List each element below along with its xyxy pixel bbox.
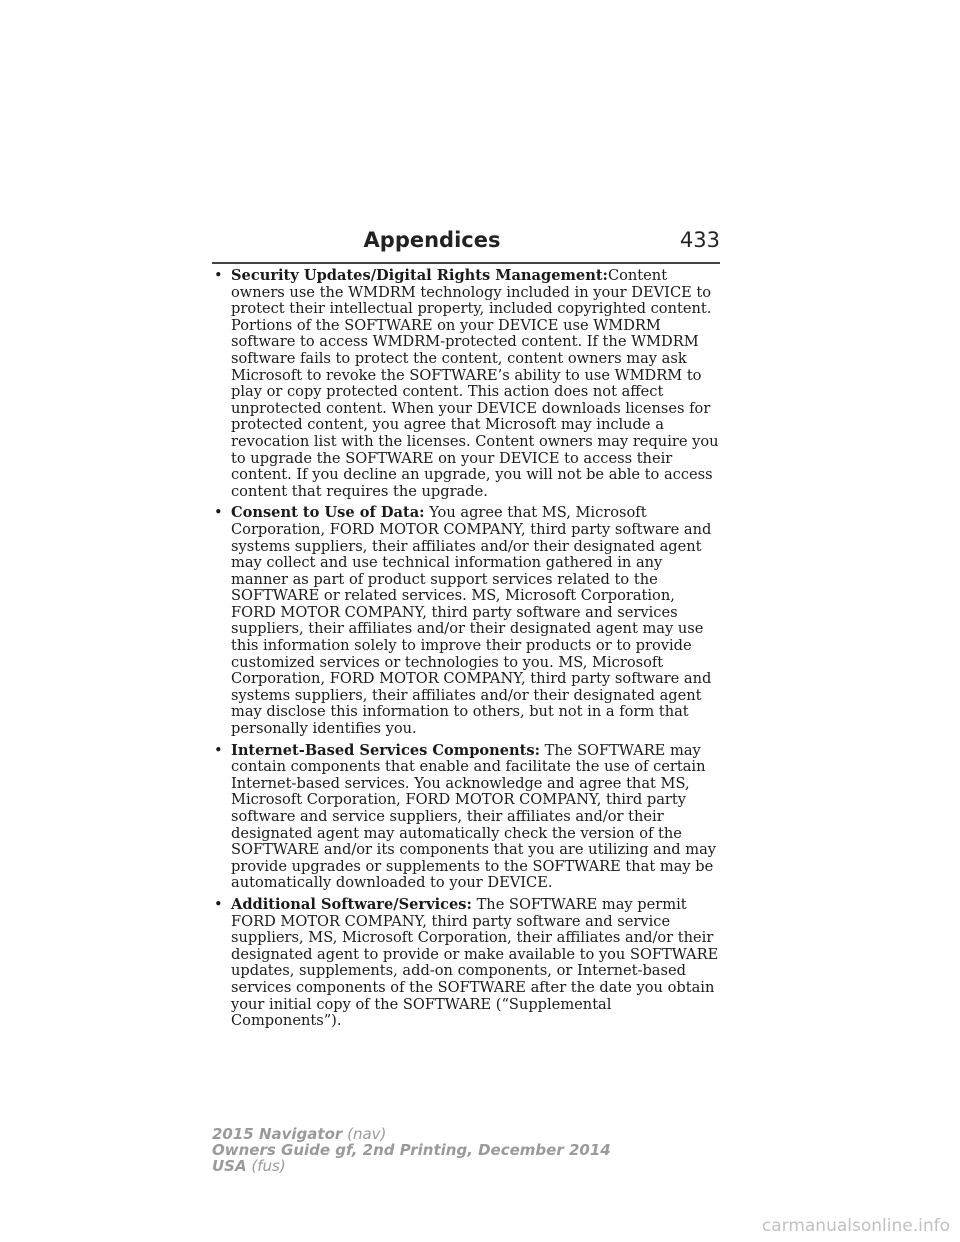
page-content [212, 268, 722, 1035]
page-number: 433 [679, 228, 720, 252]
list-item [212, 897, 722, 1030]
list-item-heading: Additional Software/Services: [231, 895, 472, 913]
footer-model: 2015 Navigator [212, 1125, 343, 1143]
header-divider [212, 262, 720, 264]
page-header [212, 228, 720, 262]
footer-line-model [212, 1126, 611, 1142]
list-item [212, 743, 722, 892]
bullet-icon: • [214, 504, 223, 522]
list-item-body: You agree that MS, Microsoft Corporation, FORD MOTOR COMPANY, third party software and systems suppliers, their affiliates and/or their designated agent may collect and use technical information gathered in any manner as part of product support services related to the SOFTWARE or related services. MS, Microsoft Corporation, FORD MOTOR COMPANY, third party software and services suppliers, their affiliates and/or their designated agent may use this information solely to improve their products or to provide customized services or technologies to you. MS, Microsoft Corporation, FORD MOTOR COMPANY, third party software and systems suppliers, their affiliates and/or their designated agent may disclose this information to others, but not in a form that personally identifies you. [231, 504, 712, 738]
list-item-heading: Consent to Use of Data: [231, 504, 425, 522]
footer-model-code: (nav) [347, 1125, 387, 1143]
list-item [212, 505, 722, 737]
list-item-heading: Security Updates/Digital Rights Management: [231, 267, 608, 284]
footer-line-market [212, 1158, 611, 1174]
section-title: Appendices [363, 228, 501, 252]
list-item-body: Content owners use the WMDRM technology included in your DEVICE to protect their intellectual property, included copyrighted content. Portions of the SOFTWARE on your DEVICE use WMDRM software to access WMDRM-protected content. If the WMDRM software fails to protect the content, content owners may ask Microsoft to revoke the SOFTWARE’s ability to use WMDRM to play or copy protected content. This action does not affect unprotected content. When your DEVICE downloads licenses for protected content, you agree that Microsoft may include a revocation list with the licenses. Content owners may require you to upgrade the SOFTWARE on your DEVICE to access their content. If you decline an upgrade, you will not be able to access content that requires the upgrade. [231, 267, 719, 500]
footer-market: USA [212, 1157, 247, 1175]
watermark: carmanualsonline.info [761, 1216, 950, 1236]
list-item-body: The SOFTWARE may permit FORD MOTOR COMPANY, third party software and service suppliers, MS, Microsoft Corporation, their affiliates and/or their designated agent to provide or make available to you SOFTWARE updates, supplements, add-on components, or Internet-based services components of the SOFTWARE after the date you obtain your initial copy of the SOFTWARE (“Supplemental Components”). [231, 895, 719, 1030]
footer-line-printing [212, 1142, 611, 1158]
bullet-icon: • [214, 895, 223, 913]
footer-printing: Owners Guide gf, 2nd Printing, December 2014 [212, 1141, 611, 1159]
list-item [212, 268, 722, 500]
list-item-heading: Internet-Based Services Components: [231, 741, 541, 759]
footer-market-code: (fus) [251, 1157, 286, 1175]
document-footer [212, 1126, 611, 1174]
bullet-icon: • [214, 267, 223, 284]
bullet-icon: • [214, 741, 223, 759]
list-item-body: The SOFTWARE may contain components that enable and facilitate the use of certain Internet-based services. You acknowledge and agree that MS, Microsoft Corporation, FORD MOTOR COMPANY, third party software and service suppliers, their affiliates and/or their designated agent may automatically check the version of the SOFTWARE and/or its components that you are utilizing and may provide upgrades or supplements to the SOFTWARE that may be automatically downloaded to your DEVICE. [231, 741, 717, 892]
